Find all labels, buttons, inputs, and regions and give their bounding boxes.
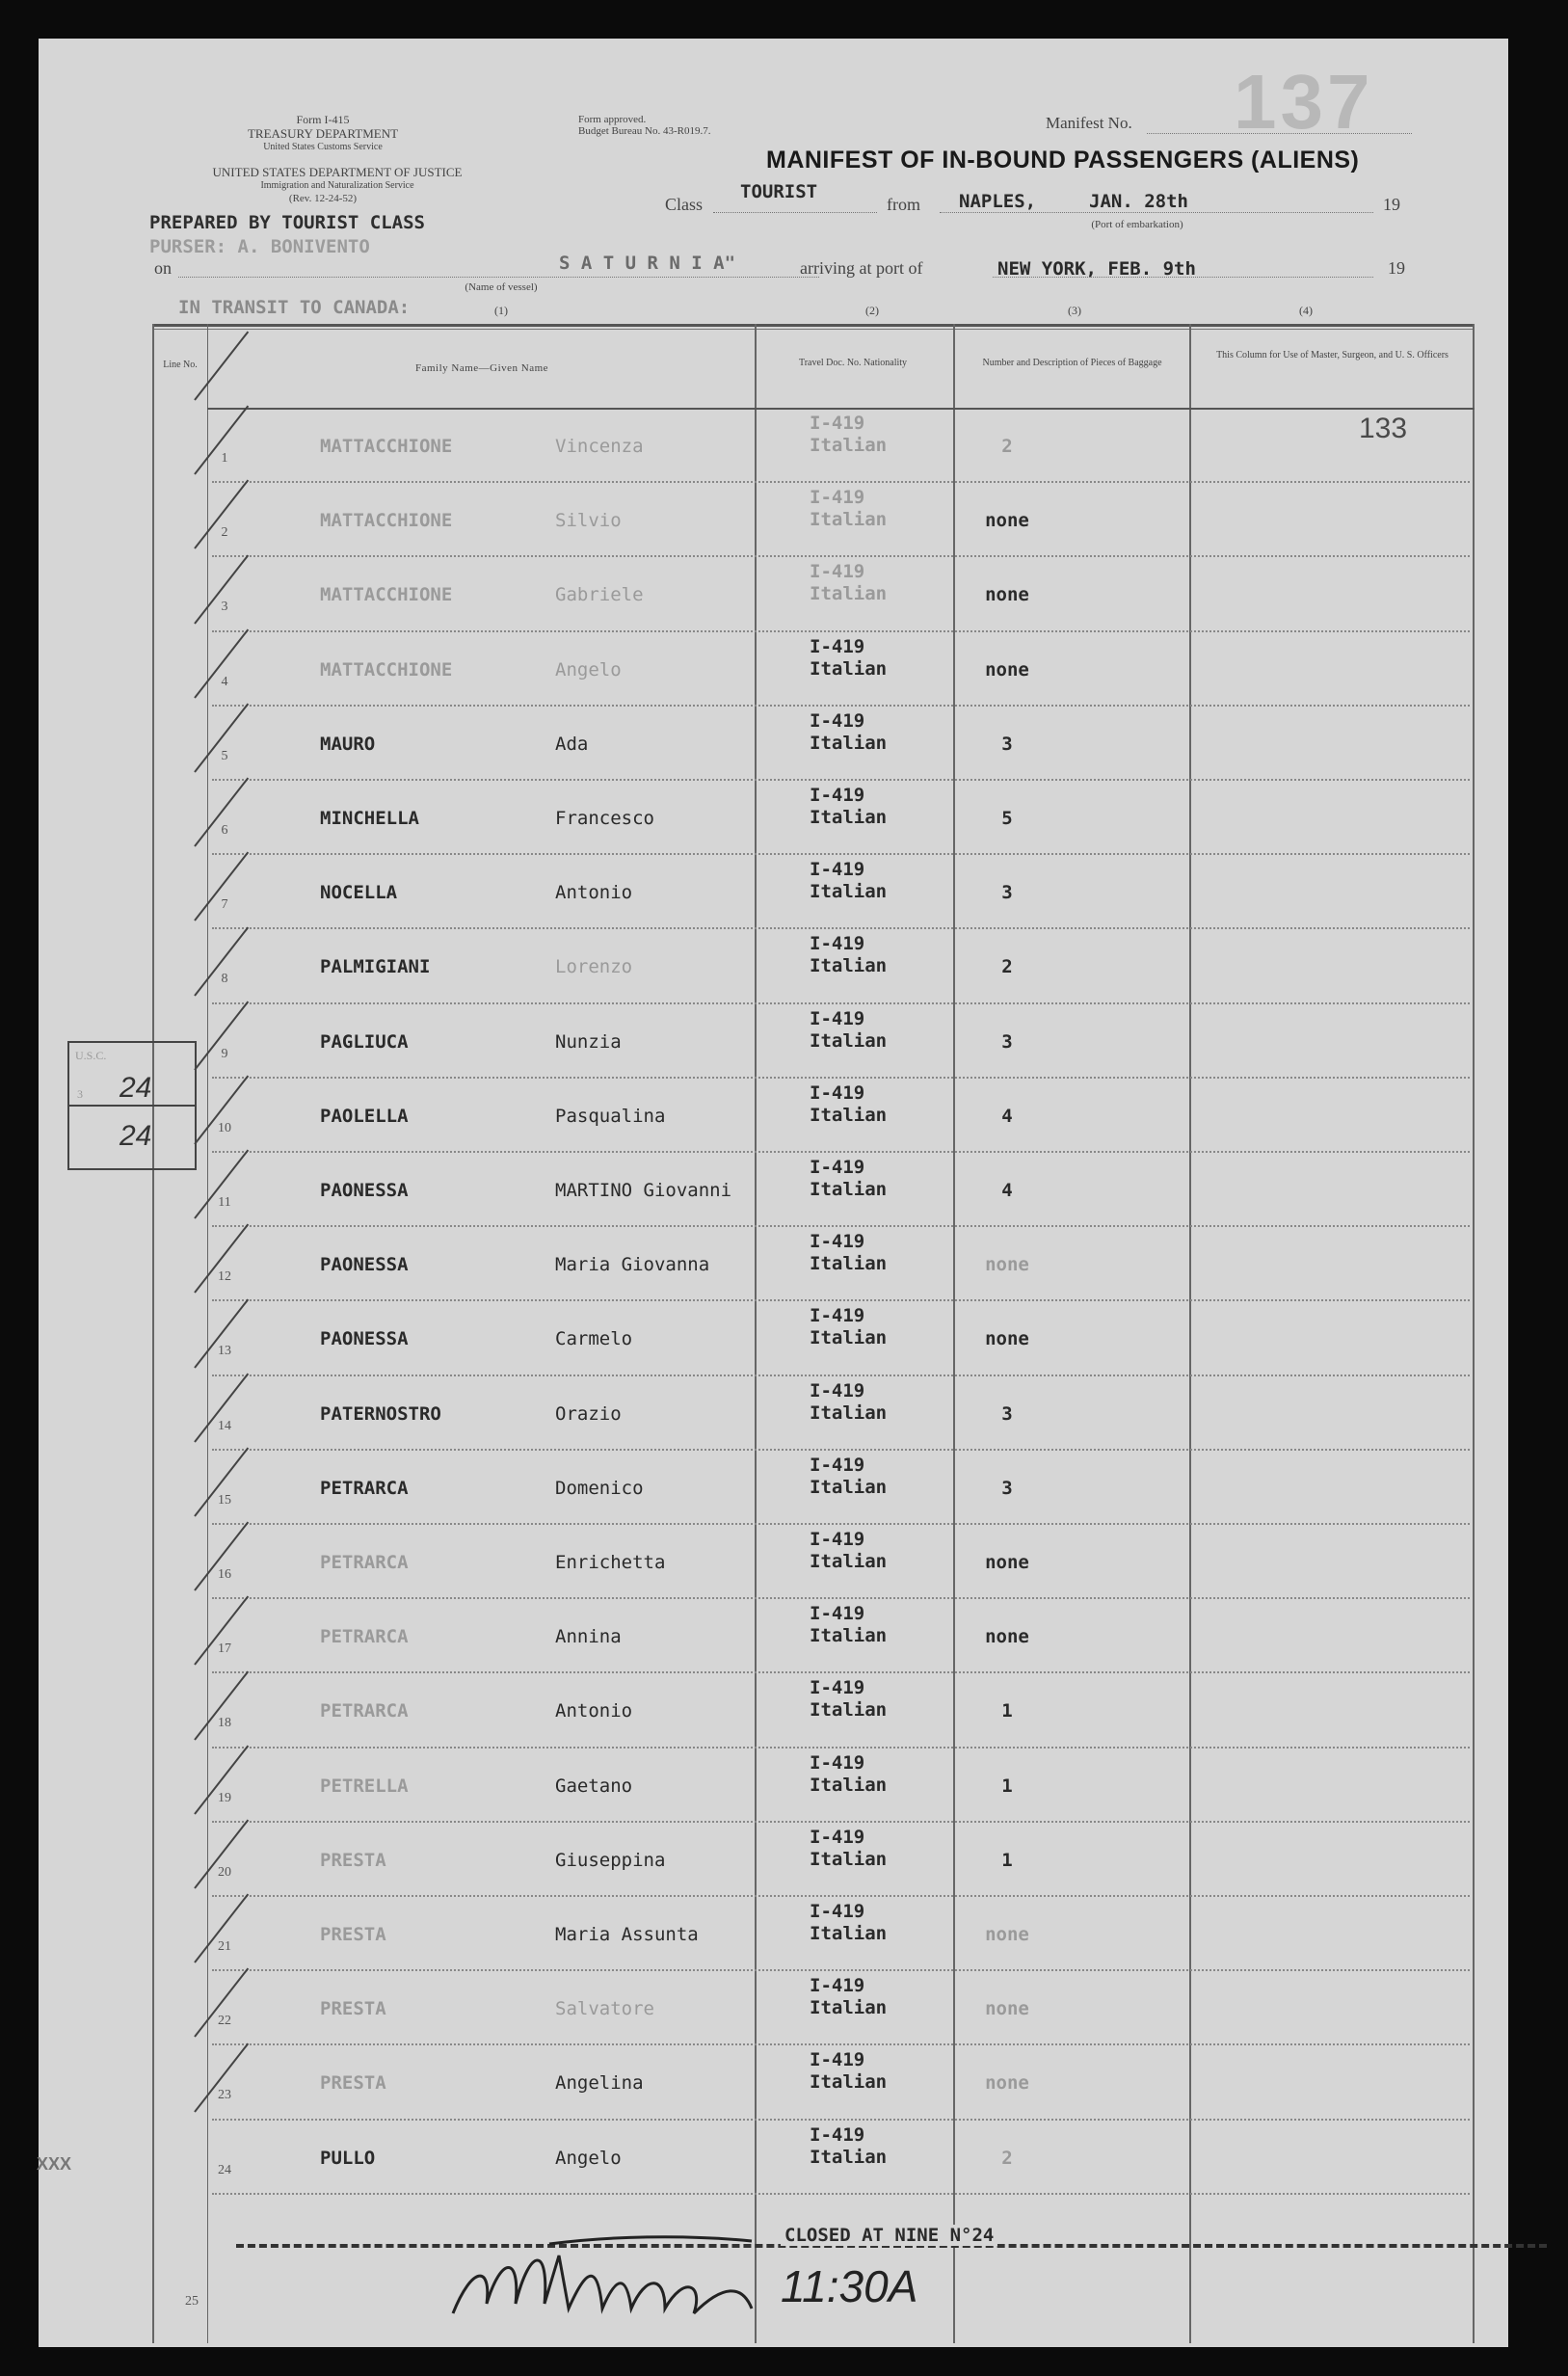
nationality: Italian	[810, 1923, 888, 1944]
nationality: Italian	[810, 881, 888, 903]
given-name: Silvio	[555, 510, 622, 532]
line-number: 8	[221, 972, 228, 987]
family-name: PRESTA	[320, 2072, 386, 2095]
purser-line: PURSER: A. BONIVENTO	[149, 236, 370, 257]
travel-doc	[810, 785, 887, 829]
baggage-count: none	[985, 1552, 1029, 1573]
table-row	[135, 1673, 1484, 1749]
nationality: Italian	[810, 1029, 888, 1052]
given-name: Gaetano	[555, 1775, 633, 1797]
line-number: 23	[218, 2088, 231, 2103]
transit-note: IN TRANSIT TO CANADA:	[178, 297, 411, 318]
family-name: PAOLELLA	[320, 1105, 409, 1127]
arriving-label: arriving at port of	[800, 258, 923, 278]
travel-doc	[810, 1305, 887, 1349]
nationality: Italian	[810, 955, 888, 977]
family-name: PAONESSA	[320, 1180, 409, 1201]
given-name: Maria Giovanna	[555, 1254, 710, 1276]
doc-number: I-419	[810, 487, 865, 509]
travel-doc	[810, 1603, 887, 1647]
line-number: 10	[218, 1120, 231, 1135]
baggage-count: none	[985, 1328, 1029, 1350]
doc-number: I-419	[810, 1529, 865, 1550]
baggage-count: none	[985, 1626, 1029, 1648]
line-number: 7	[221, 897, 228, 913]
embark-port: NAPLES,	[959, 191, 1037, 212]
given-name: Vincenza	[555, 436, 644, 457]
manifest-no-label: Manifest No.	[1046, 114, 1132, 132]
table-row	[135, 632, 1484, 707]
table-row	[135, 1153, 1484, 1228]
table-row	[135, 557, 1484, 632]
nationality: Italian	[810, 1625, 888, 1647]
family-name: PAONESSA	[320, 1328, 409, 1350]
travel-doc	[810, 1752, 887, 1797]
table-row	[135, 1227, 1484, 1302]
baggage-count: none	[985, 2072, 1029, 2095]
prepared-by-line: PREPARED BY TOURIST CLASS	[149, 212, 425, 233]
year-1: 19	[1383, 195, 1400, 214]
baggage-count: none	[985, 658, 1029, 681]
stamp-count-1: 24	[120, 1072, 152, 1104]
family-name: PETRARCA	[320, 1477, 409, 1499]
doc-number: I-419	[810, 859, 865, 881]
given-name: Antonio	[555, 1700, 633, 1722]
family-name: PULLO	[320, 2147, 376, 2169]
given-name: Angelo	[555, 2147, 622, 2169]
line-number: 18	[218, 1716, 231, 1731]
given-name: Annina	[555, 1626, 622, 1648]
doc-number: I-419	[810, 2049, 865, 2071]
doc-number: I-419	[810, 1007, 865, 1029]
margin-stamp	[67, 1041, 197, 1170]
doc-number: I-419	[810, 1975, 865, 1997]
table-row	[135, 2045, 1484, 2121]
nationality: Italian	[810, 1104, 888, 1126]
nationality: Italian	[810, 583, 888, 605]
given-name: MARTINO Giovanni	[555, 1180, 732, 1201]
line-number: 21	[218, 1939, 231, 1954]
baggage-count: 4	[1001, 1105, 1013, 1127]
travel-doc	[810, 1677, 887, 1722]
baggage-count: 3	[1001, 1402, 1013, 1425]
family-name: PAGLIUCA	[320, 1030, 409, 1053]
stamp-line-2: 3	[77, 1087, 83, 1101]
col-header-name: Family Name—Given Name	[414, 362, 549, 374]
given-name: Giuseppina	[555, 1849, 666, 1871]
travel-doc	[810, 1975, 887, 2019]
table-row	[135, 2121, 1484, 2196]
doc-number: I-419	[810, 1603, 865, 1625]
officer-note: 133	[1359, 413, 1408, 444]
family-name: PRESTA	[320, 1849, 386, 1871]
travel-doc	[810, 413, 887, 457]
table-row	[135, 1897, 1484, 1972]
line-number: 5	[221, 748, 228, 763]
travel-doc	[810, 1082, 887, 1127]
travel-doc	[810, 933, 887, 977]
class-label: Class	[665, 195, 704, 214]
family-name: PALMIGIANI	[320, 956, 431, 978]
nationality: Italian	[810, 1997, 888, 2019]
nationality: Italian	[810, 1402, 888, 1424]
vessel-note: (Name of vessel)	[465, 281, 538, 293]
line-number: 17	[218, 1642, 231, 1657]
line-number: 6	[221, 823, 228, 838]
doc-number: I-419	[810, 2123, 865, 2146]
family-name: PETRARCA	[320, 1700, 409, 1722]
baggage-count: 4	[1001, 1180, 1013, 1201]
given-name: Domenico	[555, 1477, 644, 1499]
col-mark-3: (3)	[1068, 304, 1081, 317]
doc-number: I-419	[810, 1751, 865, 1774]
travel-doc	[810, 1901, 887, 1945]
manifest-number: 137	[1234, 59, 1374, 145]
travel-doc	[810, 487, 887, 531]
travel-doc	[810, 2049, 887, 2094]
family-name: MAURO	[320, 733, 376, 755]
line-number: 1	[221, 451, 228, 466]
nationality: Italian	[810, 1253, 888, 1275]
travel-doc	[810, 561, 887, 605]
given-name: Francesco	[555, 808, 654, 829]
given-name: Angelina	[555, 2072, 644, 2095]
doc-number: I-419	[810, 1231, 865, 1253]
travel-doc	[810, 710, 887, 755]
travel-doc	[810, 1455, 887, 1499]
nationality: Italian	[810, 2146, 888, 2168]
line-number: 11	[218, 1195, 231, 1210]
line-number-25: 25	[185, 2294, 199, 2309]
given-name: Antonio	[555, 882, 633, 904]
family-name: MATTACCHIONE	[320, 658, 453, 681]
baggage-count: none	[985, 1998, 1029, 2020]
line-number: 9	[221, 1046, 228, 1061]
form-approved: Form approved.	[578, 114, 647, 125]
budget-bureau: Budget Bureau No. 43-R019.7.	[578, 125, 711, 137]
travel-doc	[810, 859, 887, 903]
nationality: Italian	[810, 1476, 888, 1498]
given-name: Maria Assunta	[555, 1924, 699, 1945]
travel-doc	[810, 1231, 887, 1275]
nationality: Italian	[810, 1774, 888, 1796]
doc-number: I-419	[810, 561, 865, 583]
given-name: Ada	[555, 733, 589, 755]
line-number: 3	[221, 600, 228, 615]
table-top-rule	[152, 324, 1475, 327]
closing-time-note: 11:30A	[781, 2261, 918, 2311]
baggage-count: none	[985, 584, 1029, 606]
baggage-count: 2	[1001, 436, 1013, 457]
nationality: Italian	[810, 657, 888, 680]
travel-doc	[810, 2124, 887, 2169]
class-value: TOURIST	[740, 181, 818, 202]
line-number: 24	[218, 2162, 231, 2177]
table-row	[135, 409, 1484, 484]
doc-number: I-419	[810, 413, 865, 434]
ins-service: Immigration and Naturalization Service	[260, 180, 414, 191]
treasury-dept: TREASURY DEPARTMENT	[247, 126, 399, 141]
table-row	[135, 707, 1484, 782]
line-number: 20	[218, 1864, 231, 1880]
table-row	[135, 1451, 1484, 1526]
family-name: PRESTA	[320, 1998, 386, 2020]
on-label: on	[154, 258, 172, 278]
stamp-count-2: 24	[120, 1120, 152, 1152]
nationality: Italian	[810, 1699, 888, 1722]
doc-number: I-419	[810, 1826, 865, 1848]
given-name: Pasqualina	[555, 1105, 666, 1127]
baggage-count: 1	[1001, 1775, 1013, 1797]
family-name: PAONESSA	[320, 1254, 409, 1276]
form-number: Form I-415	[296, 113, 350, 126]
nationality: Italian	[810, 2071, 888, 2094]
table-row	[135, 781, 1484, 856]
table-row	[135, 1004, 1484, 1080]
baggage-count: none	[985, 510, 1029, 532]
table-row	[135, 1376, 1484, 1452]
baggage-count: 5	[1001, 808, 1013, 829]
doc-number: I-419	[810, 1157, 865, 1178]
travel-doc	[810, 1827, 887, 1871]
baggage-count: none	[985, 1254, 1029, 1276]
nationality: Italian	[810, 1327, 888, 1349]
table-row	[135, 1823, 1484, 1898]
given-name: Enrichetta	[555, 1552, 666, 1573]
baggage-count: 3	[1001, 733, 1013, 755]
col-mark-4: (4)	[1299, 304, 1313, 317]
margin-mark: XXX	[37, 2154, 72, 2174]
given-name: Orazio	[555, 1402, 622, 1425]
travel-doc	[810, 1529, 887, 1573]
line-number: 22	[218, 2014, 231, 2029]
port-embark-note: (Port of embarkation)	[1091, 219, 1183, 230]
table-row	[135, 1749, 1484, 1824]
row-divider	[212, 2193, 1470, 2195]
given-name: Lorenzo	[555, 956, 633, 978]
col-header-officers: This Column for Use of Master, Surgeon, and U. S. Officers	[1216, 350, 1448, 360]
nationality: Italian	[810, 435, 888, 456]
table-row	[135, 855, 1484, 930]
family-name: PETRARCA	[320, 1626, 409, 1648]
doc-number: I-419	[810, 1901, 865, 1922]
doc-number: I-419	[810, 1379, 865, 1402]
doc-number: I-419	[810, 635, 865, 657]
table-row	[135, 1971, 1484, 2046]
baggage-count: 3	[1001, 1477, 1013, 1499]
table-row	[135, 1079, 1484, 1154]
nationality: Italian	[810, 732, 888, 754]
line-number: 16	[218, 1567, 231, 1582]
customs-service: United States Customs Service	[263, 142, 383, 152]
doc-number: I-419	[810, 1081, 865, 1104]
travel-doc	[810, 1008, 887, 1053]
doc-number: I-419	[810, 933, 865, 955]
baggage-count: 3	[1001, 882, 1013, 904]
baggage-count: 1	[1001, 1700, 1013, 1722]
closed-at-nine: CLOSED AT NINE N°24	[781, 2225, 997, 2246]
given-name: Carmelo	[555, 1328, 633, 1350]
vessel-name: S A T U R N I A"	[559, 253, 736, 274]
family-name: PRESTA	[320, 1924, 386, 1945]
baggage-count: 2	[1001, 956, 1013, 978]
family-name: MINCHELLA	[320, 808, 419, 829]
col-header-baggage: Number and Description of Pieces of Baggage	[982, 358, 1162, 368]
family-name: PETRARCA	[320, 1552, 409, 1573]
arrival-port: NEW YORK, FEB. 9th	[997, 258, 1196, 280]
travel-doc	[810, 1157, 887, 1201]
line-number: 13	[218, 1344, 231, 1359]
table-row	[135, 483, 1484, 558]
line-number: 15	[218, 1492, 231, 1508]
col-mark-1: (1)	[494, 304, 508, 317]
line-number: 4	[221, 674, 228, 689]
justice-dept: UNITED STATES DEPARTMENT OF JUSTICE	[212, 165, 463, 179]
year-2: 19	[1388, 258, 1405, 278]
table-row	[135, 929, 1484, 1004]
nationality: Italian	[810, 1179, 888, 1200]
line-number: 2	[221, 525, 228, 541]
baggage-count: 3	[1001, 1030, 1013, 1053]
nationality: Italian	[810, 1551, 888, 1572]
doc-number: I-419	[810, 1454, 865, 1476]
nationality: Italian	[810, 1848, 888, 1870]
table-row	[135, 1301, 1484, 1376]
baggage-count: 1	[1001, 1849, 1013, 1871]
given-name: Salvatore	[555, 1998, 654, 2020]
stamp-line-1: U.S.C.	[75, 1049, 107, 1062]
family-name: MATTACCHIONE	[320, 436, 453, 457]
baggage-count: 2	[1001, 2147, 1013, 2169]
doc-number: I-419	[810, 709, 865, 732]
family-name: MATTACCHIONE	[320, 510, 453, 532]
embark-date: JAN. 28th	[1089, 191, 1188, 212]
revision-date: (Rev. 12-24-52)	[288, 193, 358, 204]
table-row	[135, 1525, 1484, 1600]
family-name: NOCELLA	[320, 882, 398, 904]
doc-number: I-419	[810, 785, 865, 806]
col-header-line: Line No.	[163, 360, 198, 370]
given-name: Angelo	[555, 658, 622, 681]
doc-number: I-419	[810, 1677, 865, 1699]
line-number: 12	[218, 1269, 231, 1285]
signature	[434, 2227, 800, 2333]
line-number: 14	[218, 1418, 231, 1433]
travel-doc	[810, 636, 887, 681]
family-name: MATTACCHIONE	[320, 584, 453, 606]
col-header-doc: Travel Doc. No. Nationality	[798, 358, 908, 368]
baggage-count: none	[985, 1924, 1029, 1945]
line-number: 19	[218, 1790, 231, 1805]
manifest-title: MANIFEST OF IN-BOUND PASSENGERS (ALIENS)	[766, 147, 1360, 174]
manifest-document	[39, 39, 1508, 2347]
given-name: Gabriele	[555, 584, 644, 606]
col-mark-2: (2)	[865, 304, 879, 317]
family-name: PETRELLA	[320, 1775, 409, 1797]
nationality: Italian	[810, 807, 888, 828]
travel-doc	[810, 1380, 887, 1425]
from-label: from	[887, 195, 920, 214]
table-row	[135, 1599, 1484, 1674]
family-name: PATERNOSTRO	[320, 1402, 441, 1425]
doc-number: I-419	[810, 1305, 865, 1327]
nationality: Italian	[810, 509, 888, 531]
given-name: Nunzia	[555, 1030, 622, 1053]
